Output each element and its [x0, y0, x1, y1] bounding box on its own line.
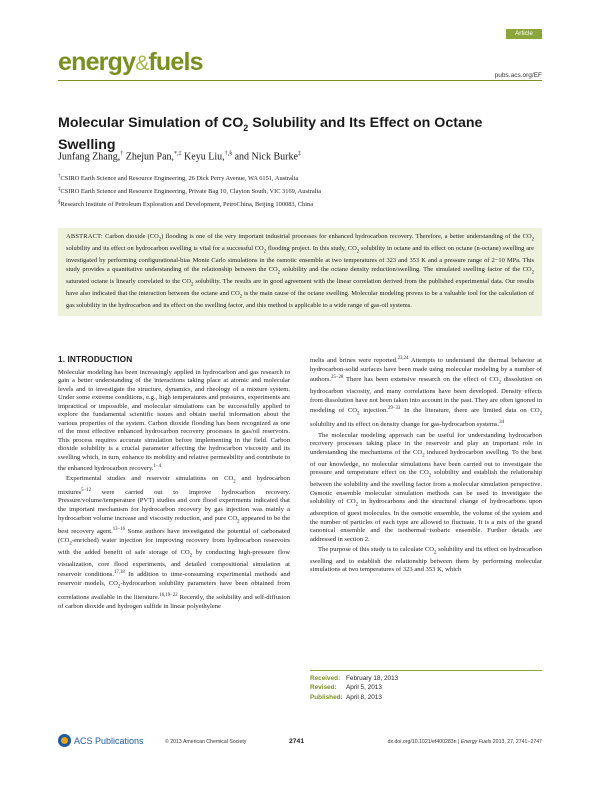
affiliation-text: CSIRO Earth Science and Resource Engineering, 26 Dick Perry Avenue, WA 6151, Australia	[60, 175, 299, 183]
subscript: 2	[158, 237, 162, 243]
citation-ref[interactable]: 1−4	[153, 463, 162, 469]
affiliation-item	[58, 184, 321, 197]
citation-ref[interactable]: 13−16	[112, 527, 126, 533]
author-mark: †,§	[224, 151, 233, 157]
subscript: 2	[191, 282, 194, 288]
author-mark: ‡	[297, 151, 301, 157]
author-name[interactable]: Keyu Liu,	[181, 151, 225, 163]
abstract-text: flooding project. In this study, CO	[266, 245, 357, 253]
body-column-left	[58, 355, 290, 613]
title-text-a: Molecular Simulation of CO	[58, 115, 244, 131]
subscript: 2	[355, 502, 359, 508]
subscript: 2	[428, 473, 432, 479]
body-text: dissolution on hydrocarbon viscosity, and many correlations have been developed. Density effects from dissolution have not been taken into account in the past. They are often ignored in modeling of CO	[310, 376, 542, 415]
body-paragraph	[310, 546, 542, 575]
subscript: 2	[237, 518, 240, 524]
subscript: 2	[263, 249, 267, 255]
body-paragraph	[310, 355, 542, 430]
body-text: In addition to time-consuming experimental methods and reservoir models, CO	[58, 571, 291, 588]
abstract-text: solubility. The results are in good agreement with the linear correlation derived from the published experimental data. Our results have also indicated that the interaction between the octane and CO	[66, 277, 534, 297]
journal-logo-part-b: fuels	[148, 48, 203, 76]
abstract-box	[58, 228, 542, 316]
body-paragraph	[58, 475, 290, 611]
body-text: -hydrocarbon solubility parameters have been obtained from correlations available in the literature.	[58, 580, 290, 602]
footer-doi-link[interactable]	[388, 739, 542, 745]
affiliation-mark: ‡	[58, 187, 61, 193]
body-text: in hydrocarbons and the structural change of hydrocarbons upon adsorption of guest molecules. In the osmotic ensemble, the volume of the system and the number of particles of each type are allowed to fluctuate. It is a mix of the grand canonical ensemble and the isothermal−isobaric ensemble. Further details are addressed in section 2.	[310, 498, 542, 543]
acs-publications-logo[interactable]	[58, 734, 144, 747]
abstract-text: ) flooding is one of the very important industrial processes for enhanced hydrocarbon recovery. Therefore, a better understanding of the CO	[161, 233, 532, 240]
affiliation-text: CSIRO Earth Science and Resource Engineering, Private Bag 10, Clayton South, VIC 3169, Australia	[60, 188, 322, 196]
author-mark: *,‡	[174, 151, 182, 157]
body-text: solubility and its effect on density change for gas-hydrocarbon systems.	[310, 421, 500, 429]
body-text: appeared to be the best recovery agent.	[58, 514, 291, 536]
body-text: solubility and establish the relationship between the solubility and the swelling factor from a molecular simulation perspective. Osmotic ensemble molecular simulation methods can be used to investigate the solubility of CO	[310, 469, 542, 506]
abstract-text: solubility and its effect on hydrocarbon swelling is vital for a successful CO	[66, 245, 264, 253]
revised-row	[310, 683, 542, 692]
acs-logo-icon	[58, 734, 71, 747]
journal-logo	[58, 48, 203, 78]
subscript: 2	[239, 294, 243, 300]
date-label: Published:	[310, 693, 343, 701]
affiliation-item	[58, 197, 321, 210]
header-divider	[58, 80, 542, 81]
citation-ref[interactable]: 23,24	[397, 356, 409, 361]
subscript: 2	[69, 541, 72, 547]
body-text: -enriched) water injection for improving recovery from hydrocarbon reservoirs with the added benefit of safe storage of CO	[58, 537, 290, 557]
subscript: 2	[531, 270, 534, 276]
published-row	[310, 693, 542, 702]
citation-ref[interactable]: 34	[499, 420, 505, 426]
body-text: The purpose of this study is to calculate CO	[318, 545, 435, 553]
subscript: 2	[189, 553, 193, 559]
subscript: 2	[117, 584, 121, 590]
doi-journal: Energy Fuels	[460, 739, 492, 745]
affiliation-mark: §	[58, 200, 61, 206]
body-text: injection.	[359, 407, 388, 415]
title-text-b: Solubility and Its Effect on Octane Swelling	[58, 115, 483, 153]
subscript: 2	[233, 479, 236, 485]
affiliation-text: Research Institute of Petroleum Exploration and Development, PetroChina, Beijing 100083, China	[60, 201, 314, 209]
body-text: Recently, the solubility and self-diffusion of carbon dioxide and hydrogen sulfide in linear polyethylene	[58, 594, 290, 610]
journal-logo-part-a: energy	[58, 48, 136, 76]
title-subscript: 2	[243, 122, 249, 133]
body-text: melts and brines were reported.	[310, 357, 398, 365]
journal-url-link[interactable]: pubs.acs.org/EF	[494, 72, 542, 79]
abstract-text: Carbon dioxide (CO	[102, 233, 159, 240]
subscript: 2	[277, 270, 281, 276]
subscript: 2	[356, 249, 360, 255]
subscript: 2	[357, 411, 360, 417]
subscript: 2	[539, 411, 542, 417]
subscript: 2	[434, 550, 437, 556]
body-text: solubility and its effect on hydrocarbon swelling and to establish the relationship between them by performing molecular simulations at two temperatures of 323 and 353 K, which	[310, 545, 542, 574]
citation-ref[interactable]: 17,18	[113, 570, 125, 576]
article-type-badge: Article	[506, 29, 542, 39]
journal-logo-amp: &	[135, 52, 149, 75]
author-mark: †	[120, 151, 124, 157]
citation-ref[interactable]: 29−33	[387, 406, 401, 412]
body-text: Attempts to understand the thermal behavior at hydrocarbon-solid surfaces have been made using molecular modeling by a number of authors.	[310, 357, 542, 384]
subscript: 2	[498, 380, 501, 386]
author-name[interactable]: Zhejun Pan,	[123, 151, 175, 163]
abstract-text: solubility and the octane density reduction/swelling. The simulated swelling factor of the CO	[280, 265, 532, 273]
author-list	[58, 151, 301, 162]
body-text: Some authors have investigated the potential of carbonated (CO	[58, 528, 290, 545]
citation-ref[interactable]: 25−28	[331, 375, 344, 381]
citation-ref[interactable]: 5−12	[81, 487, 91, 493]
affiliation-mark: †	[58, 174, 61, 179]
acs-logo-text: ACS Publications	[74, 735, 144, 746]
body-text: by conducting high-pressure flow visualization, core flood experiments, and detailed compositional simulation at reservoir conditions.	[58, 549, 290, 579]
doi-citation: 2013, 27, 2741−2747	[491, 739, 542, 745]
citation-ref[interactable]: 16,19−22	[159, 593, 178, 599]
body-text: There has been extensive research on the effect of CO	[343, 376, 499, 384]
body-text: and hydrocarbon mixtures	[58, 474, 290, 496]
paper-title	[58, 115, 538, 154]
body-text: Molecular modeling has been increasingly applied in hydrocarbon and gas research to gain a better understanding of the interactions taking place at atomic and molecular levels and to investigate the structure, dynamics, and rheology of a mixture system. Under some extreme conditions, e.g., high temperatures and pressures, experiments are impractical or impossible, and molecular simulations can be successfully applied to explore the fundamental scientific issues and obtain useful information about the various properties of the system. Carbon dioxide flooding has been recognized as one of the most effective enhanced hydrocarbon recovery processes in gas/oil reservoirs. This process requires accurate simulation before implementing in the field. Carbon dioxide solubility is a crucial parameter affecting the hydrocarbon viscosity and its swelling which, in turn, enhance its mobility and relative permeability and contribute to the enhanced hydrocarbon recovery.	[58, 368, 290, 472]
body-paragraph	[58, 369, 290, 474]
footer-copyright: © 2013 American Chemical Society	[165, 739, 247, 745]
affiliation-list	[58, 171, 321, 210]
date-value: February 18, 2013	[346, 675, 399, 682]
body-paragraph	[310, 432, 542, 545]
date-value: April 8, 2013	[346, 693, 382, 701]
footer-page-number: 2741	[289, 738, 305, 745]
received-dates	[310, 670, 542, 702]
abstract-text: saturated octane is linearly correlated to the CO	[66, 277, 191, 285]
abstract-text: is the main cause of the octane swelling. Molecular modeling proves to be a valuable tool for the calculation of gas solubility in the hydrocarbon and its effect on the swelling factor, and this method is applicable to a wide range of gas-oil systems.	[66, 289, 534, 309]
date-label: Revised:	[310, 684, 337, 692]
body-text: In the literature, there are limited data on CO	[400, 407, 540, 415]
author-name[interactable]: and Nick Burke	[232, 151, 298, 163]
author-name[interactable]: Junfang Zhang,	[58, 151, 121, 163]
abstract-text: solubility in octane and its effect on octane (n-octane) swelling are investigated by performing configurational-bias Monte Carlo simulations in the osmotic ensemble at two temperatures of 323 and 353 K and a pressure range of 2−10 MPa. This study provides a quantitative understanding of the relationship between the CO	[66, 245, 534, 273]
body-text: were carried out to improve hydrocarbon recovery. Pressure/volume/temperature (PVT) studies and core flood experiments indicated that the important mechanism for hydrocarbon recovery by gas injection was mainly a hydrocarbon volume increase and viscosity reduction, and pure CO	[58, 488, 290, 522]
abstract-label: ABSTRACT:	[66, 233, 103, 240]
date-value: April 5, 2013	[346, 684, 382, 692]
section-heading-introduction: 1. INTRODUCTION	[58, 354, 133, 364]
subscript: 2	[422, 453, 425, 459]
body-column-right	[310, 355, 542, 576]
date-label: Received:	[310, 675, 341, 682]
affiliation-item	[58, 171, 321, 184]
subscript: 2	[531, 237, 534, 243]
body-text: Experimental studies and reservoir simulations on CO	[66, 474, 234, 482]
body-text: induced hydrocarbon swelling. To the best of our knowledge, no molecular simulations have been carried out to investigate the pressure and temperature effect on the CO	[310, 448, 542, 477]
body-text: The molecular modeling approach can be useful for understanding hydrocarbon recovery processes taking place in the reservoir and play an important role in understanding the mechanisms of the CO	[310, 431, 542, 456]
doi-text: dx.doi.org/10.1021/ef400283n |	[387, 739, 461, 745]
received-row	[310, 674, 542, 683]
